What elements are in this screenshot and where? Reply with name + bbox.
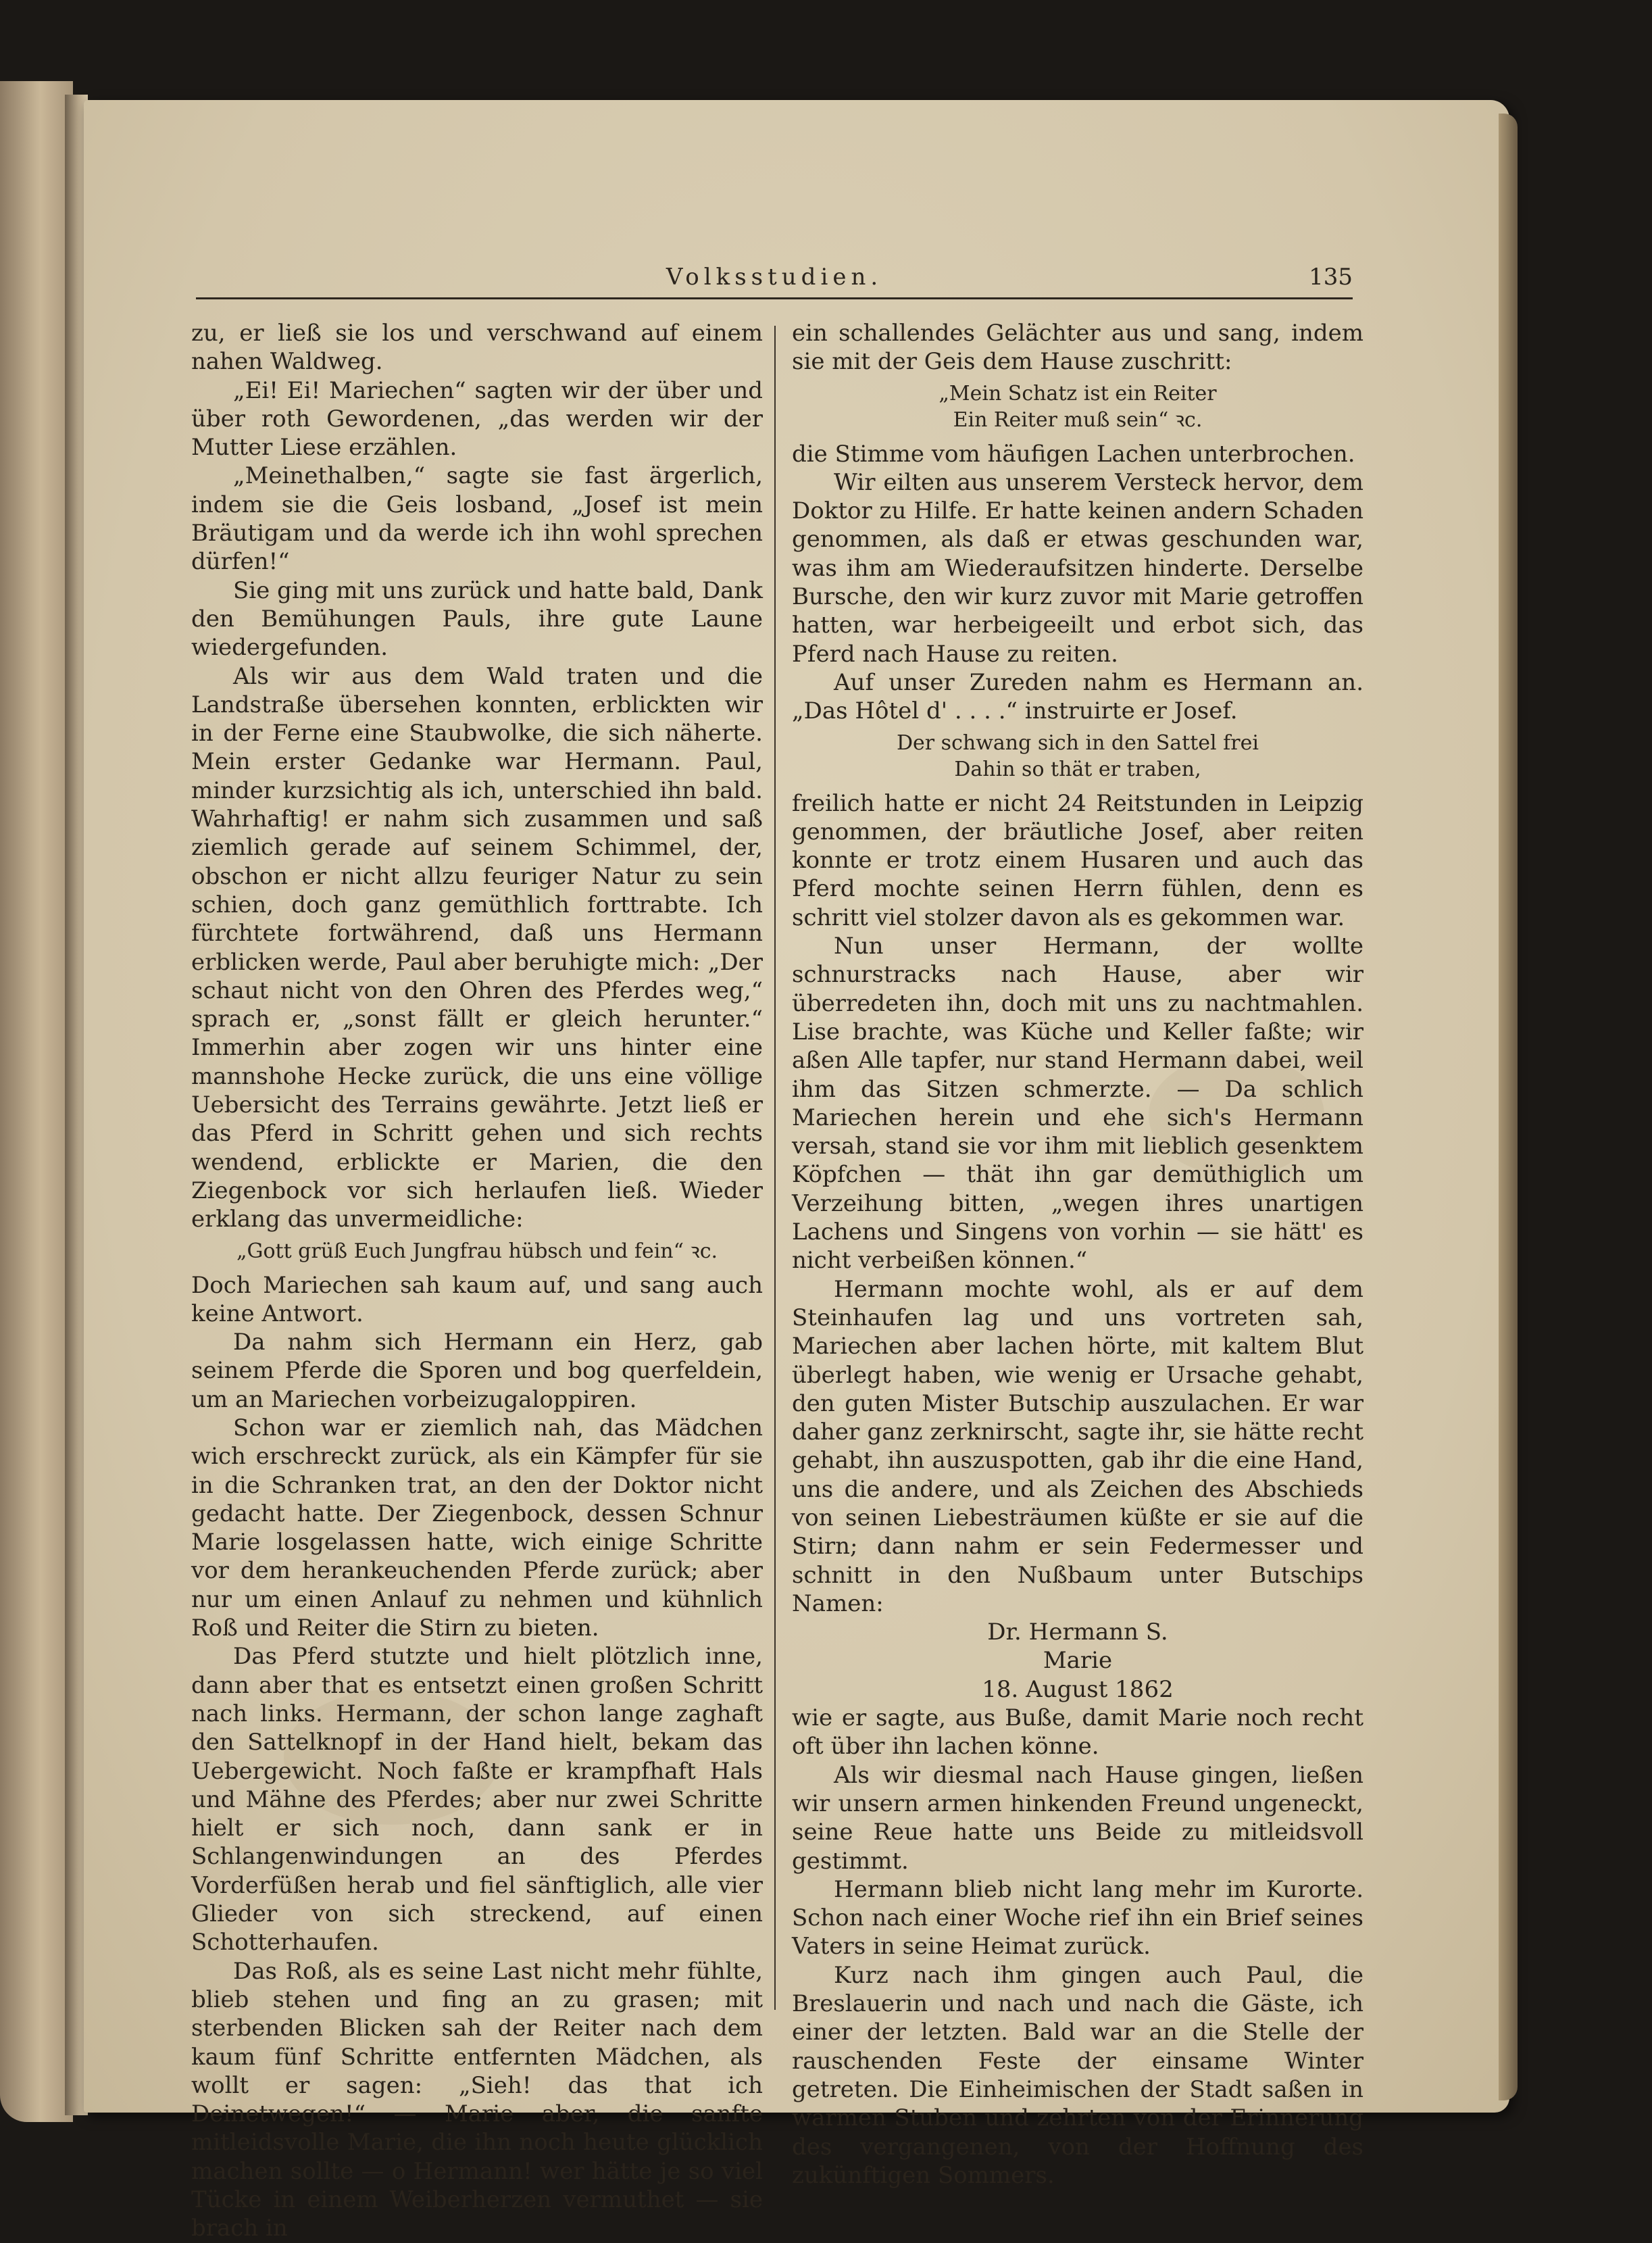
verse-quote	[191, 1238, 763, 1264]
verse-line: Dahin so thät er traben,	[954, 757, 1201, 781]
header-rule	[196, 297, 1353, 299]
paragraph: Doch Mariechen sah kaum auf, und sang auch keine Antwort.	[191, 1271, 763, 1327]
verse-quote	[792, 730, 1363, 783]
paragraph: Hermann blieb nicht lang mehr im Kurorte. Schon nach einer Woche rief ihn ein Brief seines Vaters in seine Heimat zurück.	[792, 1875, 1363, 1961]
paragraph: Das Roß, als es seine Last nicht mehr fühlte, blieb stehen und fing an zu grasen; mit sterbenden Blicken sah der Reiter nach dem kaum fünf Schritte entfernten Mädchen, als wollt er sagen: „Sieh! das that ich Deinetwegen!“ — Marie aber, die sanfte mitleidsvolle Marie, die ihn noch heute glücklich machen sollte — o Hermann! wer hätte je so viel Tücke in einem Weiberherzen vermuthet — sie brach in	[191, 1957, 763, 2242]
paragraph: Schon war er ziemlich nah, das Mädchen wich erschreckt zurück, als ein Kämpfer für sie in die Schranken trat, an den der Doktor nicht gedacht hatte. Der Ziegenbock, dessen Schnur Marie losgelassen hatte, wich einige Schritte vor dem herankeuchenden Pferde zurück; aber nur um einen Anlauf zu nehmen und kühnlich Roß und Reiter die Stirn zu bieten.	[191, 1414, 763, 1642]
paragraph: Auf unser Zureden nahm es Hermann an. „Das Hôtel d' . . . .“ instruirte er Josef.	[792, 668, 1363, 725]
verse-quote	[792, 380, 1363, 433]
paragraph: Kurz nach ihm gingen auch Paul, die Breslauerin und nach und nach die Gäste, ich einer der letzten. Bald war an die Stelle der rauschenden Feste der einsame Winter getreten. Die Einheimischen der Stadt saßen in warmen Stuben und zehrten von der Erinnerung des vergangenen, von der Hoffnung des zukünftigen Sommers.	[792, 1961, 1363, 2189]
page-fore-edge	[1499, 114, 1518, 2100]
paragraph: Nun unser Hermann, der wollte schnurstracks nach Hause, aber wir überredeten ihn, doch mit uns zu nachtmahlen. Lise brachte, was Küche und Keller faßte; wir aßen Alle tapfer, nur stand Hermann dabei, weil ihm das Sitzen schmerzte. — Da schlich Mariechen herein und ehe sich's Hermann versah, stand sie vor ihm mit lieblich gesenktem Köpfchen — thät ihn gar demüthiglich um Verzeihung bitten, „wegen ihres unartigen Lachens und Singens von vorhin — sie hätt' es nicht verbeißen können.“	[792, 933, 1363, 1275]
paragraph: die Stimme vom häufigen Lachen unterbrochen.	[792, 440, 1355, 468]
paragraph: freilich hatte er nicht 24 Reitstunden in Leipzig genommen, der bräutliche Josef, aber reiten konnte er trotz einem Husaren und auch das Pferd mochte seinen Herrn fühlen, denn es schritt viel stolzer davon als es gekommen war.	[792, 789, 1363, 931]
paragraph: „Ei! Ei! Mariechen“ sagten wir der über und über roth Gewordenen, „das werden wir der Mutter Liese erzählen.	[191, 376, 763, 462]
right-column	[792, 319, 1363, 2190]
verse-line: Der schwang sich in den Sattel frei	[897, 731, 1259, 755]
facing-page-edge	[0, 81, 73, 2122]
paragraph: Sie ging mit uns zurück und hatte bald, Dank den Bemühungen Pauls, ihre gute Laune wiedergefunden.	[191, 576, 763, 662]
paragraph: zu, er ließ sie los und verschwand auf einem nahen Waldweg.	[191, 320, 763, 376]
verse-line: Ein Reiter muß sein“ ꝛc.	[953, 408, 1203, 432]
left-column	[191, 319, 763, 2243]
carving-date: 18. August 1862	[982, 1675, 1174, 1703]
paragraph: Wir eilten aus unserem Versteck hervor, dem Doktor zu Hilfe. Er hatte keinen andern Schaden genommen, als daß er etwas geschunden war, was ihm am Wiederaufsitzen hinderte. Derselbe Bursche, den wir kurz zuvor mit Marie getroffen hatten, war herbeigeeilt und erbot sich, das Pferd nach Hause zu reiten.	[792, 468, 1363, 668]
paragraph: „Meinethalben,“ sagte sie fast ärgerlich, indem sie die Geis losband, „Josef ist mein Bräutigam und da werde ich ihn wohl sprechen dürfen!“	[191, 462, 763, 576]
carving-name: Dr. Hermann S.	[987, 1619, 1168, 1646]
running-title: Volksstudien.	[666, 264, 883, 291]
carving-name: Marie	[1043, 1647, 1113, 1675]
paragraph: Als wir diesmal nach Hause gingen, ließen wir unsern armen hinkenden Freund ungeneckt, seine Reue hatte uns Beide zu mitleidsvoll gestimmt.	[792, 1761, 1363, 1875]
paragraph: Hermann mochte wohl, als er auf dem Steinhaufen lag und uns vortreten sah, Mariechen aber lachen hörte, mit kaltem Blut überlegt haben, wie wenig er Ursache gehabt, den guten Mister Butschip auszulachen. Er war daher ganz zerknirscht, sagte ihr, sie hätte recht gehabt, ihn auszuspotten, gab ihr die eine Hand, uns die andere, und als Zeichen des Abschieds von seinen Liebesträumen küßte er sie auf die Stirn; dann nahm er sein Federmesser und schnitt in den Nußbaum unter Butschips Namen:	[792, 1275, 1363, 1617]
column-divider	[774, 326, 776, 2010]
paragraph: wie er sagte, aus Buße, damit Marie noch recht oft über ihn lachen könne.	[792, 1704, 1363, 1760]
verse-line: „Gott grüß Euch Jungfrau hübsch und fein“ ꝛc.	[236, 1239, 718, 1263]
running-head	[196, 264, 1353, 295]
page-number: 135	[1309, 264, 1353, 291]
verse-line: „Mein Schatz ist ein Reiter	[938, 381, 1217, 405]
paragraph: Das Pferd stutzte und hielt plötzlich inne, dann aber that es entsetzt einen großen Schritt nach links. Hermann, der schon lange zaghaft den Sattelknopf in der Hand hielt, bekam das Uebergewicht. Noch faßte er krampfhaft Hals und Mähne des Pferdes; aber nur zwei Schritte hielt er sich noch, dann sank er in Schlangenwindungen an des Pferdes Vorderfüßen herab und fiel sänftiglich, alle vier Glieder von sich streckend, auf einen Schotterhaufen.	[191, 1643, 763, 1956]
paragraph: Als wir aus dem Wald traten und die Landstraße übersehen konnten, erblickten wir in der Ferne eine Staubwolke, die sich näherte. Mein erster Gedanke war Hermann. Paul, minder kurzsichtig als ich, unterschied ihn bald. Wahrhaftig! er nahm sich zusammen und saß ziemlich gerade auf seinem Schimmel, der, obschon er nicht allzu feuriger Natur zu sein schien, doch ganz gemüthlich forttrabte. Ich fürchtete fortwährend, daß uns Hermann erblicken werde, Paul aber beruhigte mich: „Der schaut nicht von den Ohren des Pferdes weg,“ sprach er, „sonst fällt er gleich herunter.“ Immerhin aber zogen wir uns hinter eine mannshohe Hecke zurück, die uns eine völlige Uebersicht des Terrains gewährte. Jetzt ließ er das Pferd in Schritt gehen und sich rechts wendend, erblickte er Marien, die den Ziegenbock vor sich herlaufen ließ. Wieder erklang das unvermeidliche:	[191, 662, 763, 1233]
paragraph: Da nahm sich Hermann ein Herz, gab seinem Pferde die Sporen und bog querfeldein, um an Mariechen vorbeizugaloppiren.	[191, 1329, 763, 1413]
paragraph: ein schallendes Gelächter aus und sang, indem sie mit der Geis dem Hause zuschritt:	[792, 320, 1363, 376]
